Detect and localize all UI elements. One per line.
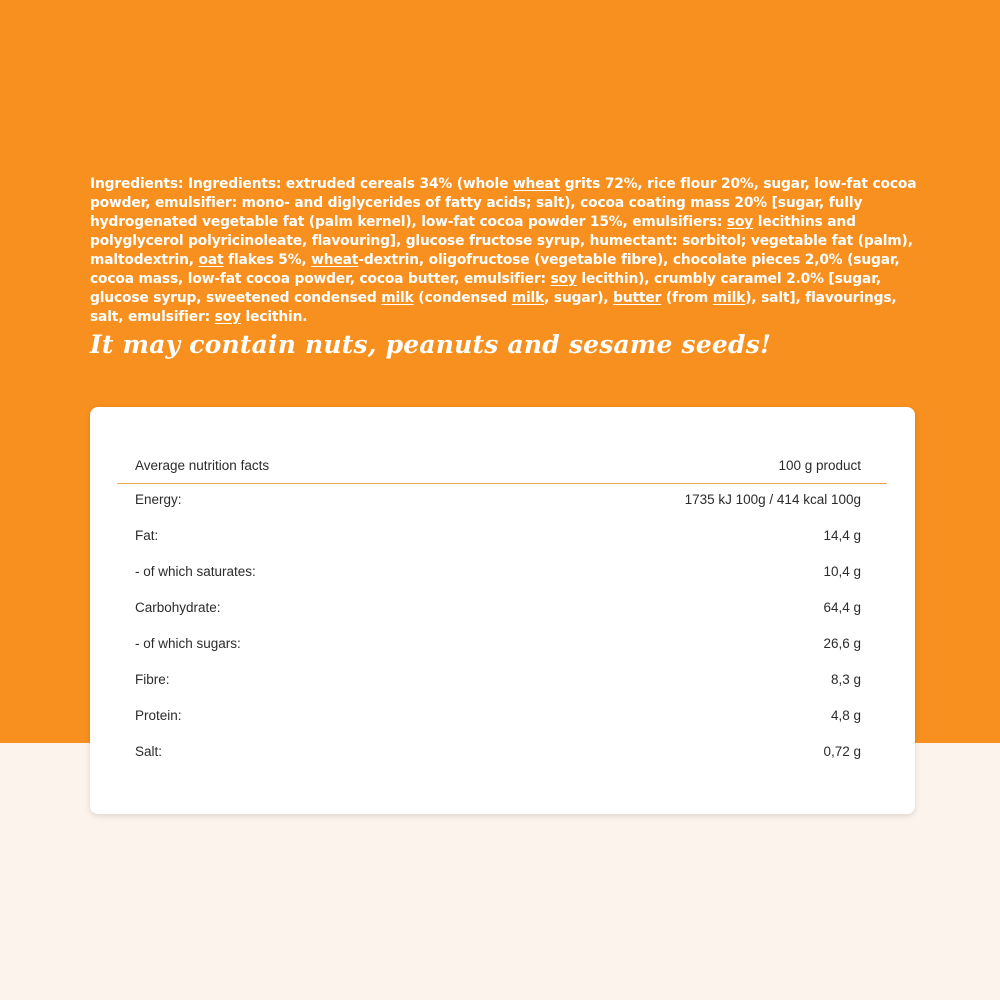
- allergen-term: butter: [613, 290, 662, 306]
- nutrition-row-sugars: [135, 627, 861, 663]
- nutrition-row-value: 4,8 g: [830, 708, 861, 723]
- ingredients-segment: ), salt], flavourings, salt, emulsifier:: [90, 290, 897, 325]
- nutrition-row-carbohydrate: [135, 591, 861, 627]
- allergen-term: oat: [198, 252, 224, 268]
- nutrition-row-value: 64,4 g: [823, 600, 861, 615]
- ingredients-text: [90, 175, 918, 327]
- allergen-term: soy: [726, 214, 754, 230]
- ingredients-segment: Ingredients:: [90, 176, 188, 192]
- nutrition-row-value: 8,3 g: [830, 672, 861, 687]
- nutrition-row-value: 26,6 g: [823, 636, 861, 651]
- ingredients-segment: flakes 5%,: [223, 252, 312, 268]
- nutrition-rows: [135, 483, 861, 771]
- allergen-warning: It may contain nuts, peanuts and sesame seeds!: [90, 330, 772, 359]
- nutrition-row-label: Fibre:: [135, 672, 170, 687]
- ingredients-segment: grits 72%, rice flour 20%, sugar, low-fat cocoa powder, emulsifier: mono- and diglycerides of fatty acids; salt), cocoa coating mass 20% [sugar, fully hydrogenated vegetable fat (palm kernel), low-fat cocoa powder 15%, emulsifiers:: [90, 176, 917, 230]
- nutrition-row-label: Salt:: [135, 744, 163, 759]
- nutrition-row-value: 1735 kJ 100g / 414 kcal 100g: [684, 492, 861, 507]
- allergen-term: milk: [511, 290, 545, 306]
- ingredients-segment: lecithin.: [240, 309, 308, 325]
- nutrition-row-label: Carbohydrate:: [135, 600, 221, 615]
- ingredients-segment: (condensed: [413, 290, 512, 306]
- allergen-term: milk: [381, 290, 414, 306]
- ingredients-segment: (from: [661, 290, 713, 306]
- nutrition-row-energy: [135, 483, 861, 519]
- nutrition-row-fibre: [135, 663, 861, 699]
- allergen-term: soy: [550, 271, 577, 287]
- nutrition-table-header: [117, 449, 887, 484]
- nutrition-row-label: Protein:: [135, 708, 182, 723]
- ingredients-segment: extruded cereals 34% (whole: [281, 176, 513, 192]
- nutrition-row-value: 0,72 g: [823, 744, 861, 759]
- ingredients-segment: -dextrin, oligofructose (vegetable fibre), chocolate pieces 2,0% (sugar, cocoa mass, low-fat cocoa powder, cocoa butter, emulsifier:: [90, 252, 900, 287]
- allergen-term: milk: [712, 290, 746, 306]
- ingredients-heading: Ingredients:: [187, 176, 282, 192]
- nutrition-row-label: Energy:: [135, 492, 182, 507]
- nutrition-row-value: 10,4 g: [823, 564, 861, 579]
- ingredients-segment: lecithins and polyglycerol polyricinoleate, flavouring], glucose fructose syrup, humectant: sorbitol; vegetable fat (palm), maltodextrin,: [90, 214, 913, 268]
- allergen-term: soy: [214, 309, 241, 325]
- nutrition-row-label: - of which saturates:: [135, 564, 256, 579]
- nutrition-header-value: 100 g product: [778, 458, 861, 473]
- nutrition-card: [90, 407, 915, 814]
- ingredients-segment: lecithin), crumbly caramel 2.0% [sugar, glucose syrup, sweetened condensed: [90, 271, 881, 306]
- nutrition-row-salt: [135, 735, 861, 771]
- nutrition-header-label: Average nutrition facts: [135, 458, 270, 473]
- allergen-term: wheat: [311, 252, 359, 268]
- nutrition-row-label: - of which sugars:: [135, 636, 241, 651]
- nutrition-row-value: 14,4 g: [823, 528, 861, 543]
- allergen-term: wheat: [512, 176, 561, 192]
- nutrition-row-fat: [135, 519, 861, 555]
- nutrition-row-saturates: [135, 555, 861, 591]
- nutrition-row-label: Fat:: [135, 528, 159, 543]
- ingredients-segment: , sugar),: [544, 290, 614, 306]
- nutrition-row-protein: [135, 699, 861, 735]
